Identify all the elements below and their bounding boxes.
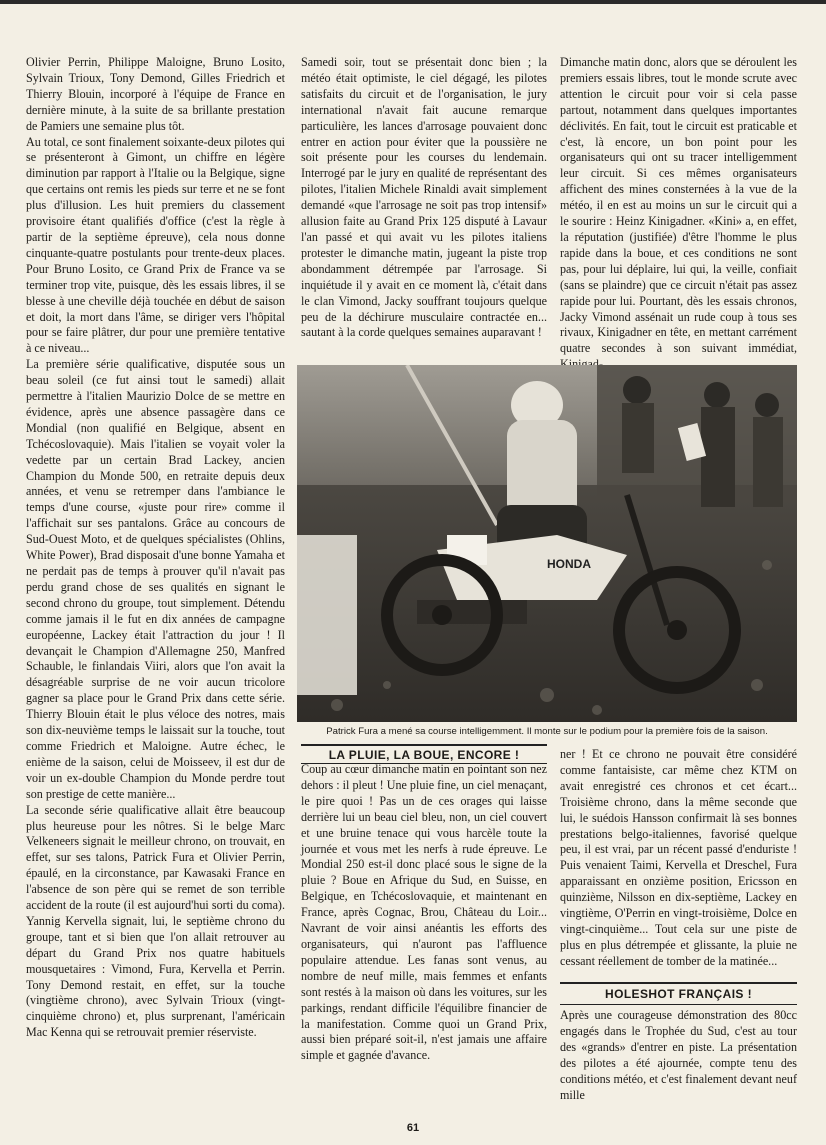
motocross-photo bbox=[297, 365, 797, 722]
section-heading: LA PLUIE, LA BOUE, ENCORE ! bbox=[301, 744, 547, 764]
paragraph: Coup au cœur dimanche matin en pointant son nez dehors : il pleut ! Une pluie fine, un ciel menaçant, le pire quoi ! Pas un de ces orages qui laisse derrière lui un beau ciel bleu, non, un ciel couvert et une bruine tenace qui vous harcèle toute la journée et vous met les nerfs à rude épreuve. Le Mondial 250 est-il donc placé sous le signe de la pluie ? Boue en Afrique du Sud, en Suisse, en Belgique, en Tchécoslovaquie, et maintenant en France, après Cognac, Brou, Château du Loir... Navrant de voir ainsi anéantis les efforts des organisateurs, qui n'auront pas l'affluence populaire attendue. Les fanas sont venus, au nombre de neuf mille, mais femmes et enfants sont restés à la maison où dans les voitures, sur les parkings, rendant difficile l'équilibre financier de la manifestation. Comme quoi un Grand Prix, aussi bien préparé soit-il, n'est jamais une affaire simple et gagnée d'avance. bbox=[301, 762, 547, 1063]
article-column-2-top bbox=[301, 55, 547, 341]
article-column-3-bottom bbox=[560, 1008, 797, 1103]
article-column-3-top bbox=[560, 55, 797, 373]
photo-caption: Patrick Fura a mené sa course intelligemment. Il monte sur le podium pour la première fois de la saison. bbox=[326, 726, 768, 737]
section-heading: HOLESHOT FRANÇAIS ! bbox=[560, 982, 797, 1005]
paragraph: ner ! Et ce chrono ne pouvait être considéré comme fantaisiste, car même chez KTM on avait enregistré ces chronos et cet écart... Troisième chrono, dans la même seconde que lui, le suédois Hansson confirmait là ses bonnes prestations belgo-italiennes, favorisé quelque peu, il est vrai, par un récent passé d'enduriste ! Puis venaient Taimi, Kervella et Dreschel, Fura apparaissant en onzième position, Ericsson en quinzième, Nilsson en dix-septième, Lackey en vingtième, O'Perrin en vingt-troisième, Dolce en vingt-cinquième... Tout cela sur une piste de plus en plus détrempée et glissante, la pluie ne cessant réellement de tomber de la matinée... bbox=[560, 747, 797, 968]
top-rule bbox=[0, 0, 826, 4]
article-column-3-middle bbox=[560, 747, 797, 970]
paragraph: La seconde série qualificative allait être beaucoup plus heureuse pour les nôtres. Si le belge Marc Velkeneers signait le meilleur chrono, on trouvait, en effet, sur ses talons, Patrick Fura et Olivier Perrin, épaulé, en la circonstance, par Kawasaki France en l'absence de son père qui se remet de son terrible accident de la route (il est aujourd'hui sorti du coma). Yannig Kervella signait, lui, le septième chrono du groupe, tant et si bien que l'on allait retrouver au départ du Grand Prix nos quatre habituels mousquetaires : Vimond, Fura, Kervella et Perrin. Tony Demond restait, en effet, sur la touche (vingtième chrono), avec Sylvain Trioux (vingt-cinquième chrono) et, plus surprenant, l'américain Mac Kenna qui se retrouvait premier réserviste. bbox=[26, 802, 285, 1040]
honda-logo: HONDA bbox=[547, 557, 591, 571]
article-column-1 bbox=[26, 55, 285, 1041]
paragraph: La première série qualificative, disputée sous un beau soleil (ce fut ainsi tout le samedi) allait permettre à l'italien Maurizio Dolce de se mettre en évidence, après une absence passagère dans ce Mondial (non qualifié en Belgique, absent en Tchécoslovaquie). Mais l'italien se voyait voler la vedette par un certain Brad Lackey, ancien Champion du Monde 500, en retraite depuis deux années, et venu se retremper dans l'ambiance le temps d'une course, «juste pour rire» comme il l'affichait sur ses pantalons. Grâce au concours de Sud-Ouest Moto, et de quelques spécialistes (Ohlins, White Power), Brad disposait d'une bonne Yamaha et ne perdait pas de temps à prouver qu'il n'avait pas perdu grand chose de ses qualités en signant le second chrono du groupe, tout simplement. Détendu comme jamais il le fut en dix années de campagne européenne, Lackey était l'attraction du jour ! Il devançait le Champion d'Allemagne 250, Manfred Schauble, le finlandais Viiri, alors que l'on avait la désagréable surprise de ne voir aucun tricolore gagner sa place pour le Grand Prix dans cette série. Thierry Blouin était le plus véloce des notres, mais son dix-neuvième temps le laissait sur la touche, tout comme Friedrich et Maloigne. Autre échec, le enième de la saison, celui de Moisseev, il est dur de voir un ex-double Champion du Monde perdre tout son prestige de cette manière... bbox=[26, 357, 285, 801]
article-column-2-bottom bbox=[301, 762, 547, 1064]
paragraph: Au total, ce sont finalement soixante-deux pilotes qui se présenteront à Gimont, un chiffre en légère diminution par rapport à l'Italie ou la Belgique, signe que certains ont remis les pieds sur terre et ne se font plus d'illusion. Les huit premiers du classement provisoire étant qualifiés d'office (c'est la règle à partir de la septième épreuve), cela nous donne cinquante-quatre postulants pour trente-deux places. Pour Bruno Losito, ce Grand Prix de France va se terminer trop vite, puisque, dès les essais libres, il se blesse à une cheville déjà touchée en début de saison et doit, la mort dans l'âme, se diriger vers l'hôpital pour se faire plâtrer, dur pour une première tentative à ce niveau... bbox=[26, 134, 285, 356]
paragraph: Dimanche matin donc, alors que se déroulent les premiers essais libres, tout le monde scrute avec attention le circuit pour voir si cela passe partout, notamment dans quelques importantes déclivités. En fait, tout le circuit est praticable et c'est, là encore, un bon point pour les organisateurs qui ont su tracer intelligemment leur circuit. Si ces mêmes organisateurs affichent des mines consternées à la vue de la météo, il en est au moins un sur le circuit qui a le sourire : Heinz Kinigadner. «Kini» a, en effet, la réputation (justifiée) d'être l'homme le plus rapide dans la boue, et ces conditions ne sont pas, pour lui déplaire, lui qui, la veille, confiait (sans se plaindre) que ce circuit n'était pas assez rapide pour lui. Pourtant, dès les essais chronos, Jacky Vimond assénait un rude coup à tous ses rivaux, Kinigadner en tête, en mettant carrément quatre secondes à son suivant immédiat, bbox=[560, 55, 797, 356]
paragraph: Samedi soir, tout se présentait donc bien ; la météo était optimiste, le ciel dégagé, les pilotes satisfaits du circuit et de l'organisation, le jury international n'avait fait aucune remarque particulière, les lances d'arrosage pouvaient donc entrer en action pour éviter que la poussière ne soit présente pour les courses du lendemain. Interrogé par le jury en qualité de représentant des pilotes, l'italien Michele Rinaldi avait simplement demandé «que l'arrosage ne soit pas trop intensif» allusion faite au Grand Prix 125 disputé à Lavaur l'an passé et qui avait vu les pilotes italiens protester le dimanche matin, jugeant la piste trop abondamment détrempée par l'arrosage. Si inquiétude il y avait en ce moment là, c'était dans le clan Vimond, Jacky souffrant toujours quelque peu de la déchirure musculaire contractée en... sautant à la corde quelques semaines auparavant ! bbox=[301, 55, 547, 340]
photo-illustration bbox=[297, 365, 797, 722]
paragraph: Olivier Perrin, Philippe Maloigne, Bruno Losito, Sylvain Trioux, Tony Demond, Gilles Friedrich et Thierry Blouin, incorporé à l'équipe de France en dernière minute, à la suite de sa brillante prestation de Pamiers une semaine plus tôt. bbox=[26, 55, 285, 133]
page-number: 61 bbox=[406, 1122, 420, 1134]
paragraph: Après une courageuse démonstration des 80cc engagés dans le Trophée du Sud, c'est au tour des «grands» d'entrer en piste. La présentation des pilotes a été ajournée, compte tenu des conditions météo, et c'est finalement devant neuf mille bbox=[560, 1008, 797, 1102]
